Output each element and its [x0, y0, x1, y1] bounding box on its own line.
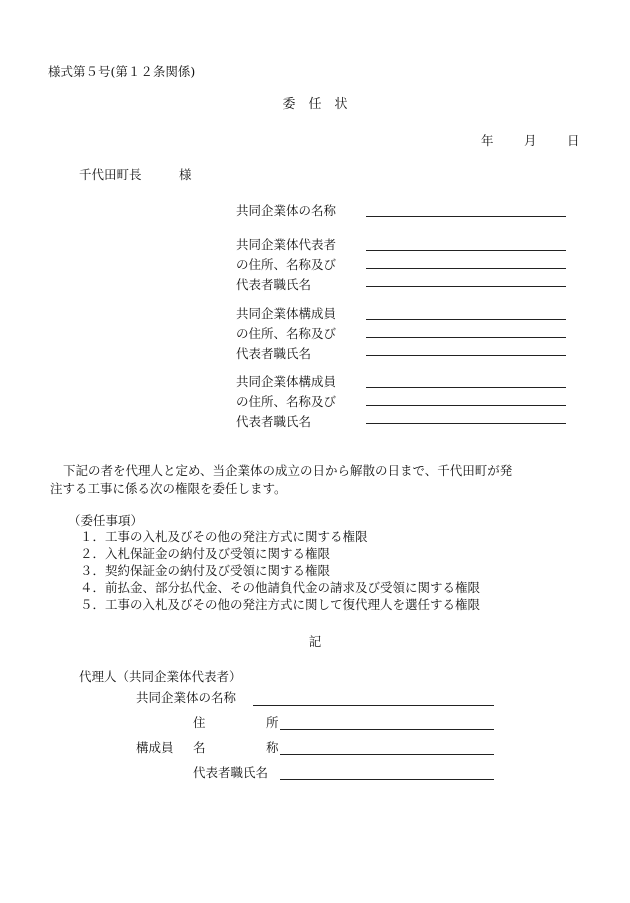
body-line: 注する工事に係る次の権限を委任します。: [50, 481, 287, 496]
form-number: 様式第５号(第１２条関係): [48, 64, 196, 79]
representative-field-line[interactable]: [366, 250, 566, 251]
representative-label: [236, 235, 336, 295]
member1-label-line: 代表者職氏名: [236, 346, 312, 361]
member2-field-line[interactable]: [366, 405, 566, 406]
member1-field-line[interactable]: [366, 355, 566, 356]
agent-name-label-a: 名: [193, 740, 206, 755]
jv-name-label: 共同企業体の名称: [236, 203, 337, 218]
delegation-item: １．工事の入札及びその他の発注方式に関する権限: [80, 529, 368, 544]
agent-address-label-b: 所: [266, 715, 279, 730]
ki-heading: 記: [308, 634, 322, 649]
member2-label: [236, 372, 336, 432]
date-day: 日: [567, 133, 580, 148]
delegation-heading: （委任事項）: [68, 513, 144, 528]
representative-label-line: 共同企業体代表者: [236, 237, 337, 252]
agent-heading: 代理人（共同企業体代表者）: [79, 669, 242, 684]
member2-field-line[interactable]: [366, 387, 566, 388]
jv-name-field[interactable]: [366, 216, 566, 217]
representative-label-line: 代表者職氏名: [236, 277, 312, 292]
agent-jv-name-label: 共同企業体の名称: [136, 690, 237, 705]
member1-field-line[interactable]: [366, 319, 566, 320]
member1-label-line: の住所、名称及び: [236, 326, 337, 341]
agent-name-field[interactable]: [280, 754, 494, 755]
member1-label-line: 共同企業体構成員: [236, 306, 337, 321]
delegation-item: ２．入札保証金の納付及び受領に関する権限: [80, 546, 331, 561]
delegation-item: ５．工事の入札及びその他の発注方式に関して復代理人を選任する権限: [80, 597, 481, 612]
member1-label: [236, 304, 336, 364]
agent-member-label: 構成員: [136, 740, 174, 755]
body-line: 下記の者を代理人と定め、当企業体の成立の日から解散の日まで、千代田町が発: [63, 463, 513, 478]
member2-field-line[interactable]: [366, 423, 566, 424]
delegation-list: [80, 528, 480, 613]
addressee-honorific: 様: [179, 167, 192, 182]
agent-rep-title-label: 代表者職氏名: [193, 765, 269, 780]
member2-label-line: の住所、名称及び: [236, 394, 337, 409]
agent-address-field[interactable]: [280, 729, 494, 730]
representative-field-line[interactable]: [366, 268, 566, 269]
member2-label-line: 共同企業体構成員: [236, 374, 337, 389]
representative-label-line: の住所、名称及び: [236, 257, 337, 272]
agent-rep-title-field[interactable]: [280, 779, 494, 780]
delegation-item: ４．前払金、部分払代金、その他請負代金の請求及び受領に関する権限: [80, 580, 481, 595]
delegation-item: ３．契約保証金の納付及び受領に関する権限: [80, 563, 331, 578]
member1-field-line[interactable]: [366, 337, 566, 338]
addressee-name: 千代田町長: [79, 167, 142, 182]
agent-name-label-b: 称: [266, 740, 279, 755]
agent-address-label-a: 住: [193, 715, 206, 730]
member2-label-line: 代表者職氏名: [236, 414, 312, 429]
date-month: 月: [524, 133, 537, 148]
agent-jv-name-field[interactable]: [253, 705, 494, 706]
representative-field-line[interactable]: [366, 286, 566, 287]
document-title: 委 任 状: [282, 97, 348, 112]
date-year: 年: [481, 133, 494, 148]
